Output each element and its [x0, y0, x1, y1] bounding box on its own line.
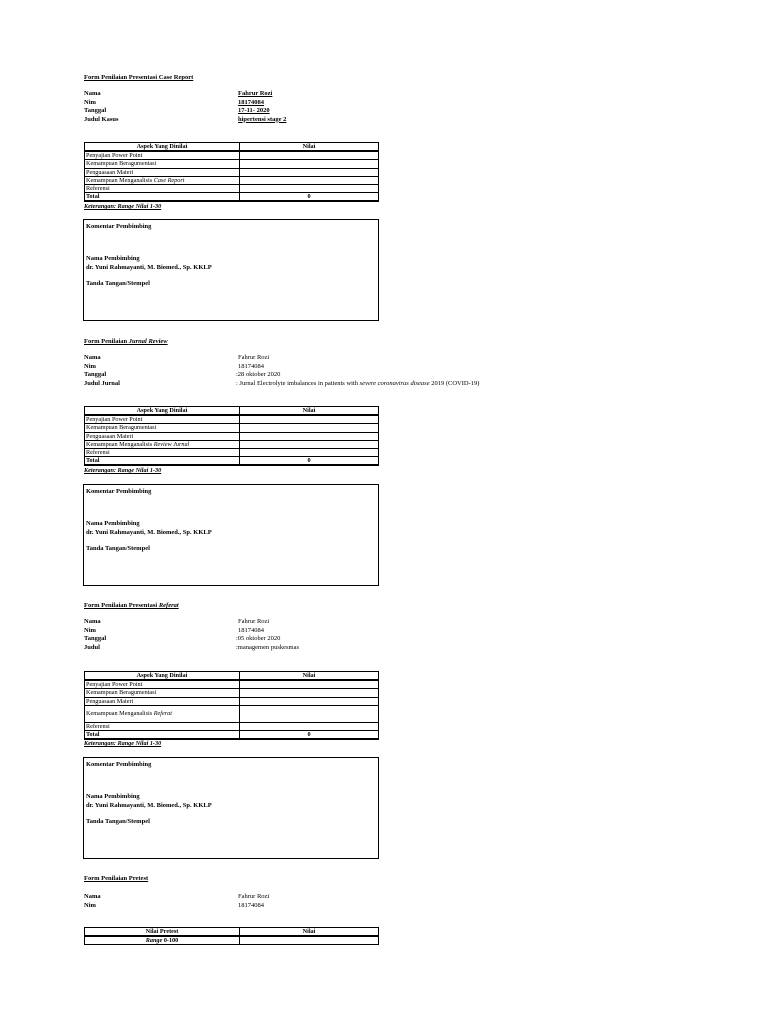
title-prefix: Form Penilaian Presentasi: [84, 602, 159, 609]
score-cell[interactable]: [240, 722, 379, 730]
title-prefix: Form Penilaian: [84, 338, 129, 345]
aspect-cell: [85, 705, 240, 722]
comment-label: Komentar Pembimbing: [86, 761, 152, 768]
aspect-cell: Referensi: [85, 722, 240, 730]
table-row: [85, 449, 379, 457]
total-value: 0: [240, 457, 379, 466]
aspect-cell: Penyajian Power Point: [85, 415, 240, 424]
title-italic: Referat: [158, 602, 179, 609]
field-value: 18174084: [238, 362, 264, 370]
journal-review-comment-box: [83, 484, 379, 586]
field-label: Judul Kasus: [84, 115, 119, 123]
title-text: : Jurnal Electrolyte imbalances in patients with: [236, 379, 360, 387]
column-header-score: Nilai: [240, 672, 379, 681]
info-row-tanggal: [84, 107, 604, 116]
journal-review-score-table: [84, 406, 379, 466]
total-row: [85, 457, 379, 466]
range-value: 0-100: [162, 937, 179, 945]
aspect-cell: Penguasaan Materi: [85, 432, 240, 440]
aspect-cell: Penguasaan Materi: [85, 168, 240, 176]
info-row-nim: [84, 99, 604, 108]
supervisor-label: Nama Pembimbing: [86, 520, 140, 527]
score-cell[interactable]: [240, 168, 379, 176]
total-row: [85, 193, 379, 202]
score-cell[interactable]: [240, 160, 379, 168]
aspect-cell: Referensi: [85, 185, 240, 193]
info-row-nim: [84, 627, 604, 636]
aspect-cell: Kemampuan Beragumentasi: [85, 160, 240, 168]
referat-title: [84, 602, 179, 609]
title-suffix: 2019 (COVID-19): [429, 379, 480, 387]
info-row-nama: [84, 90, 604, 99]
aspect-cell: Referensi: [85, 449, 240, 457]
aspect-cell: [85, 176, 240, 184]
field-value: 18174084: [238, 626, 264, 634]
column-header-aspect: Aspek Yang Dinilai: [85, 143, 240, 152]
table-row: [85, 160, 379, 168]
info-row-judul: [84, 116, 604, 125]
table-header-row: [85, 672, 379, 681]
info-row-judul: [84, 380, 604, 389]
table-row: [85, 185, 379, 193]
table-row: [85, 697, 379, 705]
table-header-row: [85, 143, 379, 152]
field-label: Nim: [84, 98, 96, 106]
field-label: Tanggal: [84, 107, 107, 115]
field-label: Nama: [84, 354, 101, 361]
table-row: [85, 705, 379, 722]
aspect-cell: Kemampuan Beragumentasi: [85, 424, 240, 432]
info-row-nim: [84, 363, 604, 372]
table-row: [85, 680, 379, 689]
field-value: :managemen puskesmas: [236, 643, 299, 651]
case-report-score-table: [84, 142, 379, 202]
column-header-score: Nilai: [240, 143, 379, 152]
aspect-italic-text: Referat: [153, 709, 172, 717]
field-label: Nama: [84, 618, 101, 625]
field-label: Tanggal: [84, 635, 107, 643]
signature-label: Tanda Tangan/Stempel: [86, 818, 150, 825]
score-cell[interactable]: [240, 424, 379, 432]
comment-label: Komentar Pembimbing: [86, 488, 152, 495]
supervisor-name: dr. Yuni Rahmayanti, M. Biomed., Sp. KKLP: [86, 264, 212, 271]
aspect-text: Kemampuan Menganalisis: [86, 440, 154, 448]
score-cell[interactable]: [240, 689, 379, 697]
aspect-cell: Penguasaan Materi: [85, 697, 240, 705]
field-label: Nim: [84, 626, 96, 634]
total-value: 0: [240, 731, 379, 740]
total-label: Total: [85, 731, 240, 740]
range-note: Keterangan: Range Nilai 1-30: [84, 203, 162, 210]
info-row-nim: [84, 902, 604, 911]
title-italic: Jurnal Review: [128, 338, 168, 345]
info-row-tanggal: [84, 371, 604, 380]
signature-label: Tanda Tangan/Stempel: [86, 280, 150, 287]
referat-comment-box: [83, 757, 379, 859]
field-label: Tanggal: [84, 371, 107, 379]
score-cell[interactable]: [240, 697, 379, 705]
range-row: [85, 936, 379, 945]
score-cell[interactable]: [240, 440, 379, 448]
total-label: Total: [85, 193, 240, 202]
aspect-text: Kemampuan Menganalisis: [86, 709, 154, 717]
total-label: Total: [85, 457, 240, 466]
referat-score-table: [84, 671, 379, 740]
journal-review-title: [84, 338, 168, 345]
score-cell[interactable]: [240, 176, 379, 184]
table-row: [85, 415, 379, 424]
info-row-tanggal: [84, 635, 604, 644]
table-header-row: [85, 407, 379, 416]
column-header-aspect: Nilai Pretest: [85, 928, 240, 937]
field-value: 17-11- 2020: [238, 107, 270, 115]
field-value: Fahrur Rozi: [238, 893, 270, 900]
field-label: Nama: [84, 90, 101, 97]
range-note: Keterangan: Range Nilai 1-30: [84, 740, 162, 747]
comment-label: Komentar Pembimbing: [86, 223, 152, 230]
aspect-cell: Penyajian Power Point: [85, 151, 240, 160]
range-cell: [85, 936, 240, 945]
range-italic: Range: [145, 937, 163, 945]
field-value: Fahrur Rozi: [238, 354, 270, 361]
info-row-nama: [84, 354, 604, 363]
table-row: [85, 432, 379, 440]
field-value: :28 oktober 2020: [236, 371, 281, 379]
column-header-aspect: Aspek Yang Dinilai: [85, 672, 240, 681]
table-header-row: [85, 928, 379, 937]
score-cell[interactable]: [240, 185, 379, 193]
supervisor-label: Nama Pembimbing: [86, 793, 140, 800]
column-header-score: Nilai: [240, 407, 379, 416]
aspect-cell: Penyajian Power Point: [85, 680, 240, 689]
field-value: Fahrur Rozi: [238, 618, 270, 625]
referat-info: [84, 618, 604, 652]
total-row: [85, 731, 379, 740]
field-label: Judul Jurnal: [84, 379, 120, 387]
info-row-judul: [84, 644, 604, 653]
field-label: Nim: [84, 362, 96, 370]
field-label: Nama: [84, 893, 101, 900]
case-report-info: [84, 90, 604, 124]
score-cell[interactable]: [240, 449, 379, 457]
score-cell[interactable]: [240, 151, 379, 160]
supervisor-name: dr. Yuni Rahmayanti, M. Biomed., Sp. KKLP: [86, 802, 212, 809]
aspect-cell: Kemampuan Beragumentasi: [85, 689, 240, 697]
field-label: Judul: [84, 643, 100, 651]
pretest-title: Form Penilaian Pretest: [84, 875, 149, 882]
field-value: 18174084: [238, 901, 264, 909]
field-value: :05 oktober 2020: [236, 635, 281, 643]
title-italic-text: severe coronavirus disease: [359, 379, 430, 387]
table-row: [85, 151, 379, 160]
info-row-nama: [84, 893, 604, 902]
total-value: 0: [240, 193, 379, 202]
supervisor-name: dr. Yuni Rahmayanti, M. Biomed., Sp. KKLP: [86, 529, 212, 536]
signature-label: Tanda Tangan/Stempel: [86, 545, 150, 552]
field-label: Nim: [84, 901, 96, 909]
field-value: hipertensi stage 2: [238, 115, 287, 123]
table-row: [85, 176, 379, 184]
table-row: [85, 722, 379, 730]
aspect-italic-text: Review Jurnal: [153, 440, 190, 448]
field-value: Fahrur Rozi: [238, 90, 273, 97]
journal-review-info: [84, 354, 604, 388]
aspect-cell: [85, 440, 240, 448]
score-cell[interactable]: [240, 705, 379, 722]
field-value: [236, 380, 479, 389]
column-header-score: Nilai: [240, 928, 379, 937]
supervisor-label: Nama Pembimbing: [86, 255, 140, 262]
field-value: 18174084: [238, 98, 264, 106]
table-row: [85, 424, 379, 432]
score-cell[interactable]: [240, 415, 379, 424]
table-row: [85, 689, 379, 697]
range-note: Keterangan: Range Nilai 1-30: [84, 467, 162, 474]
aspect-italic-text: Case Report: [153, 176, 185, 184]
case-report-comment-box: [83, 219, 379, 321]
case-report-title: Form Penilaian Presentasi Case Report: [84, 74, 194, 81]
table-row: [85, 168, 379, 176]
score-cell[interactable]: [240, 432, 379, 440]
score-cell[interactable]: [240, 680, 379, 689]
pretest-info: [84, 893, 604, 910]
pretest-score-table: [84, 927, 379, 945]
score-cell[interactable]: [240, 936, 379, 945]
column-header-aspect: Aspek Yang Dinilai: [85, 407, 240, 416]
info-row-nama: [84, 618, 604, 627]
aspect-text: Kemampuan Menganalisis: [86, 176, 154, 184]
table-row: [85, 440, 379, 448]
